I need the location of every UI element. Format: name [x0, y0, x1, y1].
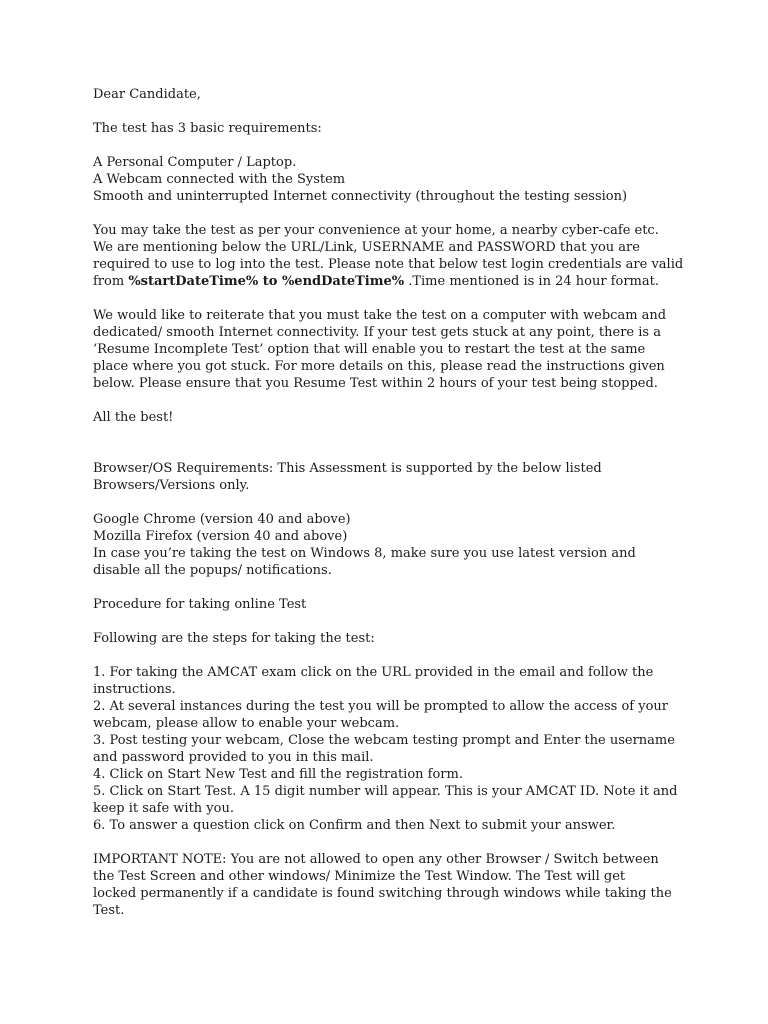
paragraph-line: Browsers/Versions only.: [93, 478, 250, 493]
procedure-title: Procedure for taking online Test: [93, 597, 307, 612]
step-line: keep it safe with you.: [93, 801, 234, 816]
browser-item: Google Chrome (version 40 and above): [93, 512, 351, 527]
paragraph-line: ‘Resume Incomplete Test’ option that will enable you to restart the test at the same: [93, 342, 646, 357]
paragraph-line: the Test Screen and other windows/ Minimize the Test Window. The Test will get: [93, 869, 626, 884]
browser-list: [93, 511, 693, 579]
paragraph-line: place where you got stuck. For more details on this, please read the instructions given: [93, 359, 665, 374]
requirement-item: Smooth and uninterrupted Internet connectivity (throughout the testing session): [93, 189, 628, 204]
step-line: instructions.: [93, 682, 176, 697]
requirement-item: A Personal Computer / Laptop.: [93, 155, 297, 170]
requirements-intro: The test has 3 basic requirements:: [93, 121, 322, 136]
browser-item: Mozilla Firefox (version 40 and above): [93, 529, 348, 544]
closing: All the best!: [93, 410, 174, 425]
step-line: 1. For taking the AMCAT exam click on the URL provided in the email and follow the: [93, 665, 654, 680]
reiterate-paragraph: [93, 307, 693, 392]
step-line: webcam, please allow to enable your webcam.: [93, 716, 400, 731]
paragraph-line: Browser/OS Requirements: This Assessment is supported by the below listed: [93, 461, 602, 476]
validity-suffix: .Time mentioned is in 24 hour format.: [404, 274, 659, 289]
validity-prefix: from: [93, 274, 129, 289]
browser-requirements: [93, 460, 693, 494]
greeting: Dear Candidate,: [93, 87, 201, 102]
step-line: and password provided to you in this mail.: [93, 750, 374, 765]
paragraph-line: In case you’re taking the test on Windows 8, make sure you use latest version and: [93, 546, 636, 561]
paragraph-line: Test.: [93, 903, 125, 918]
requirement-item: A Webcam connected with the System: [93, 172, 346, 187]
paragraph-line: You may take the test as per your convenience at your home, a nearby cyber-cafe etc.: [93, 223, 659, 238]
letter-body: [93, 86, 693, 919]
steps-intro: Following are the steps for taking the test:: [93, 631, 375, 646]
convenience-paragraph: [93, 222, 693, 290]
step-line: 5. Click on Start Test. A 15 digit number will appear. This is your AMCAT ID. Note it and: [93, 784, 678, 799]
paragraph-line: We would like to reiterate that you must take the test on a computer with webcam and: [93, 308, 667, 323]
requirements-list: [93, 154, 693, 205]
step-line: 6. To answer a question click on Confirm and then Next to submit your answer.: [93, 818, 616, 833]
paragraph-line: We are mentioning below the URL/Link, USERNAME and PASSWORD that you are: [93, 240, 640, 255]
paragraph-line: locked permanently if a candidate is found switching through windows while taking the: [93, 886, 672, 901]
step-line: 4. Click on Start New Test and fill the registration form.: [93, 767, 463, 782]
important-note: [93, 851, 693, 919]
validity-placeholder: %startDateTime% to %endDateTime%: [128, 274, 405, 289]
paragraph-line: required to use to log into the test. Please note that below test login credentials are valid: [93, 257, 684, 272]
paragraph-line: disable all the popups/ notifications.: [93, 563, 332, 578]
paragraph-line: IMPORTANT NOTE: You are not allowed to open any other Browser / Switch between: [93, 852, 659, 867]
step-line: 3. Post testing your webcam, Close the webcam testing prompt and Enter the username: [93, 733, 675, 748]
paragraph-line: below. Please ensure that you Resume Test within 2 hours of your test being stopped.: [93, 376, 658, 391]
paragraph-line: [93, 273, 693, 290]
steps-list: [93, 664, 693, 834]
step-line: 2. At several instances during the test you will be prompted to allow the access of your: [93, 699, 669, 714]
paragraph-line: dedicated/ smooth Internet connectivity. If your test gets stuck at any point, there is a: [93, 325, 661, 340]
